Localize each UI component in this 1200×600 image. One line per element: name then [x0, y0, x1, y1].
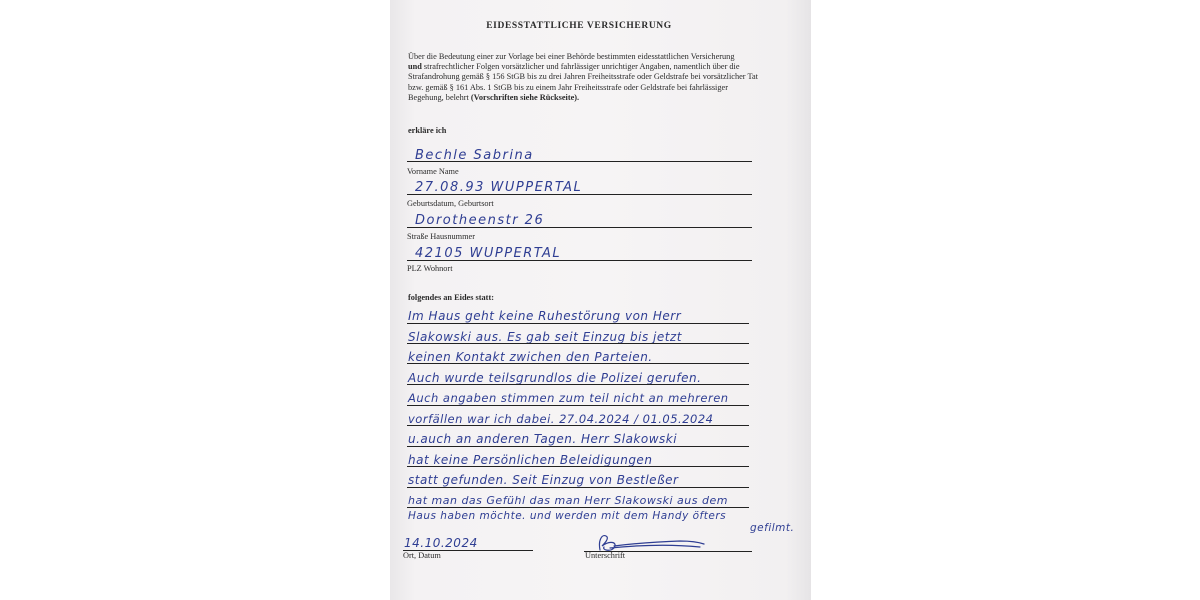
statement-underline	[407, 405, 749, 406]
place-date-label: Ort, Datum	[403, 551, 441, 560]
statement-underline	[407, 343, 749, 344]
street-line	[407, 227, 752, 228]
statement-underline	[407, 446, 749, 447]
handwritten-name: Bechle Sabrina	[415, 148, 534, 163]
statement-line: u.auch an anderen Tagen. Herr Slakowski	[408, 432, 678, 446]
document-title: EIDESSTATTLICHE VERSICHERUNG	[486, 21, 672, 31]
intro-text-1: Über die Bedeutung einer zur Vorlage bei einer Behörde bestimmten eidesstattlichen Versicherung	[408, 52, 735, 61]
statement-line: Im Haus geht keine Ruhestörung von Herr	[408, 309, 682, 323]
statement-line: vorfällen war ich dabei. 27.04.2024 / 01.05.2024	[408, 412, 714, 426]
signature-label: Unterschrift	[585, 551, 626, 560]
statement-line: keinen Kontakt zwichen den Parteien.	[408, 350, 653, 364]
statement-underline	[407, 487, 749, 488]
street-label: Straße Hausnummer	[407, 232, 475, 241]
statement-line: hat keine Persönlichen Beleidigungen	[408, 453, 653, 467]
handwritten-birth: 27.08.93 WUPPERTAL	[415, 180, 583, 195]
statement-label: folgendes an Eides statt:	[408, 293, 494, 302]
city-label: PLZ Wohnort	[407, 264, 453, 273]
statement-line: Haus haben möchte. und werden mit dem Handy öfters	[408, 510, 727, 522]
statement-underline	[407, 363, 749, 364]
statement-underline	[407, 507, 749, 508]
statement-line: gefilmt.	[750, 522, 795, 534]
statement-line: statt gefunden. Seit Einzug von Bestleßer	[408, 473, 679, 487]
statement-line: Slakowski aus. Es gab seit Einzug bis jetzt	[408, 330, 682, 344]
name-line	[407, 161, 752, 162]
statement-underline	[407, 466, 749, 467]
statement-underline	[407, 323, 749, 324]
handwritten-street: Dorotheenstr 26	[415, 213, 545, 228]
handwritten-city: 42105 WUPPERTAL	[415, 246, 562, 261]
intro-bold-end: (Vorschriften siehe Rückseite).	[470, 92, 580, 102]
statement-line: Auch angaben stimmen zum teil nicht an mehreren	[408, 391, 729, 405]
name-label: Vorname Name	[407, 167, 459, 176]
statement-line: Auch wurde teilsgrundlos die Polizei gerufen.	[408, 371, 702, 385]
intro-text-2: strafrechtlicher Folgen vorsätzlicher und fahrlässiger unrichtiger Angaben, namentlich über die Strafandrohung gemäß § 156 StGB bis zu drei Jahren Freiheitsstrafe oder Geldstrafe bei vorsätzlicher Tat bzw. gemäß § 161 Abs. 1 StGB bis zu einem Jahr Freiheitsstrafe oder Geldstrafe bei fahrlässiger Begehung, belehrt	[408, 62, 758, 102]
birth-label: Geburtsdatum, Geburtsort	[407, 199, 494, 208]
instruction-paragraph	[408, 52, 758, 103]
affidavit-page	[390, 0, 811, 600]
statement-line: hat man das Gefühl das man Herr Slakowski aus dem	[408, 494, 728, 507]
erklaere-label: erkläre ich	[408, 126, 447, 135]
statement-underline	[407, 425, 749, 426]
handwritten-date: 14.10.2024	[404, 536, 478, 550]
birth-line	[407, 194, 752, 195]
city-line	[407, 260, 752, 261]
intro-und: und	[408, 62, 422, 72]
statement-underline	[407, 384, 749, 385]
